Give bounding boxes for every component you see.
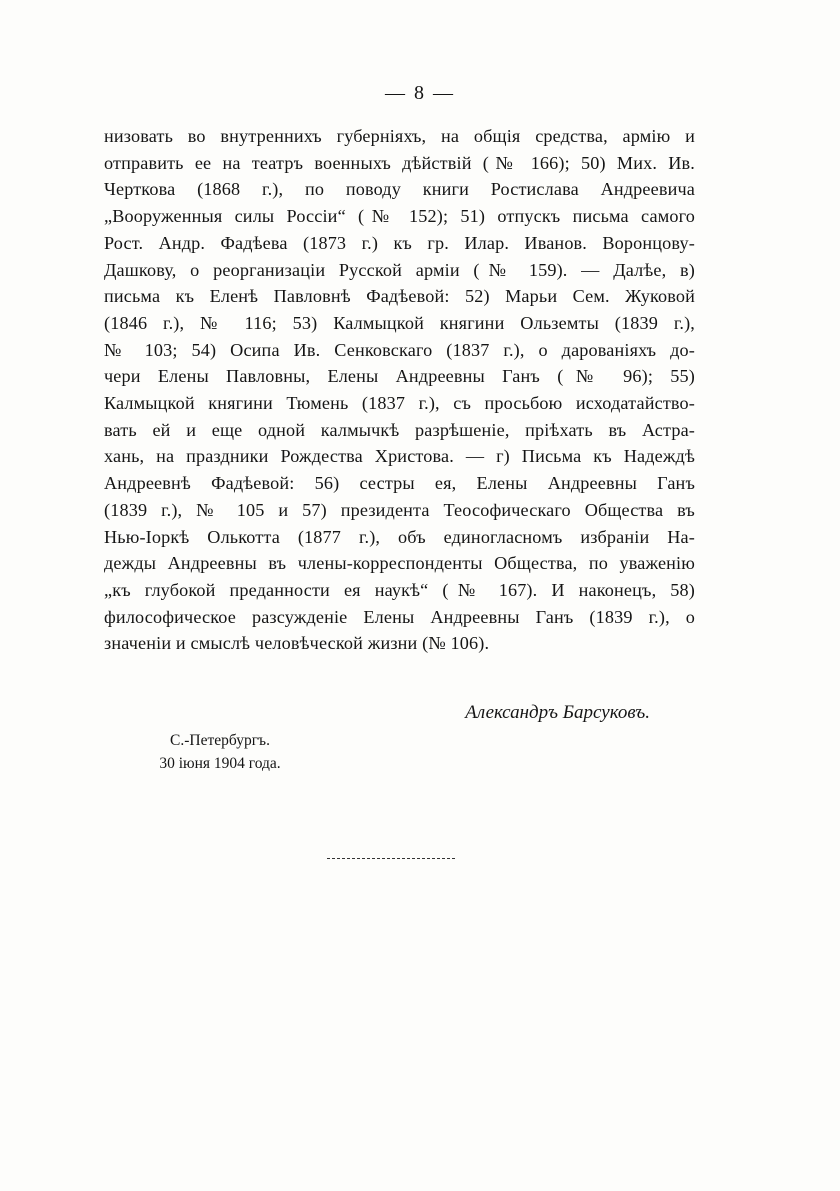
text-line: № 103; 54) Осипа Ив. Сенковскаго (1837 г.), о дарованіяхъ до-	[104, 339, 695, 360]
text-line: чери Елены Павловны, Елены Андреевны Ганъ (№ 96); 55)	[104, 366, 695, 387]
body-paragraph	[104, 123, 695, 657]
text-line: письма къ Еленѣ Павловнѣ Фадѣевой: 52) Марьи Сем. Жуковой	[104, 286, 695, 307]
text-line: отправить ее на театръ военныхъ дѣйствій (№ 166); 50) Мих. Ив.	[104, 152, 695, 173]
place-name: С.-Петербургъ.	[170, 732, 270, 749]
text-line: низовать во внутреннихъ губерніяхъ, на общія средства, армію и	[104, 126, 695, 146]
author-signature: Александръ Барсуковъ.	[465, 702, 650, 723]
text-line: „къ глубокой преданности ея наукѣ“ (№ 167). И наконецъ, 58)	[104, 579, 695, 600]
text-line: Калмыцкой княгини Тюмень (1837 г.), съ просьбою исходатайство-	[104, 393, 695, 414]
text-line: Нью-Іоркѣ Олькотта (1877 г.), объ единогласномъ избраніи На-	[104, 526, 695, 547]
text-line: вать ей и еще одной калмычкѣ разрѣшеніе, пріѣхать въ Астра-	[104, 419, 695, 440]
text-line: дежды Андреевны въ члены-корреспонденты Общества, по уваженію	[104, 553, 695, 574]
text-line: значеніи и смыслѣ человѣческой жизни (№ 106).	[104, 633, 490, 654]
page-number: — 8 —	[385, 82, 455, 104]
text-line: Андреевнѣ Фадѣевой: 56) сестры ея, Елены Андреевны Ганъ	[104, 473, 695, 494]
section-divider	[327, 858, 455, 859]
place-date-block	[140, 729, 300, 775]
text-line: Черткова (1868 г.), по поводу книги Ростислава Андреевича	[104, 179, 695, 200]
text-line: Дашкову, о реорганизаціи Русской арміи (№ 159). — Далѣе, в)	[104, 259, 695, 280]
date-line: 30 іюня 1904 года.	[159, 755, 281, 772]
text-line: (1846 г.), № 116; 53) Калмыцкой княгини Ольземты (1839 г.),	[104, 312, 695, 333]
text-line: (1839 г.), № 105 и 57) президента Теософическаго Общества въ	[104, 499, 695, 520]
text-line: хань, на праздники Рождества Христова. — г) Письма къ Надеждѣ	[104, 446, 695, 467]
text-line: „Вооруженныя силы Россіи“ (№ 152); 51) отпускъ письма самого	[104, 206, 695, 227]
text-line: философическое разсужденіе Елены Андреевны Ганъ (1839 г.), о	[104, 606, 695, 627]
text-line: Рост. Андр. Фадѣева (1873 г.) къ гр. Илар. Иванов. Воронцову-	[104, 232, 695, 253]
